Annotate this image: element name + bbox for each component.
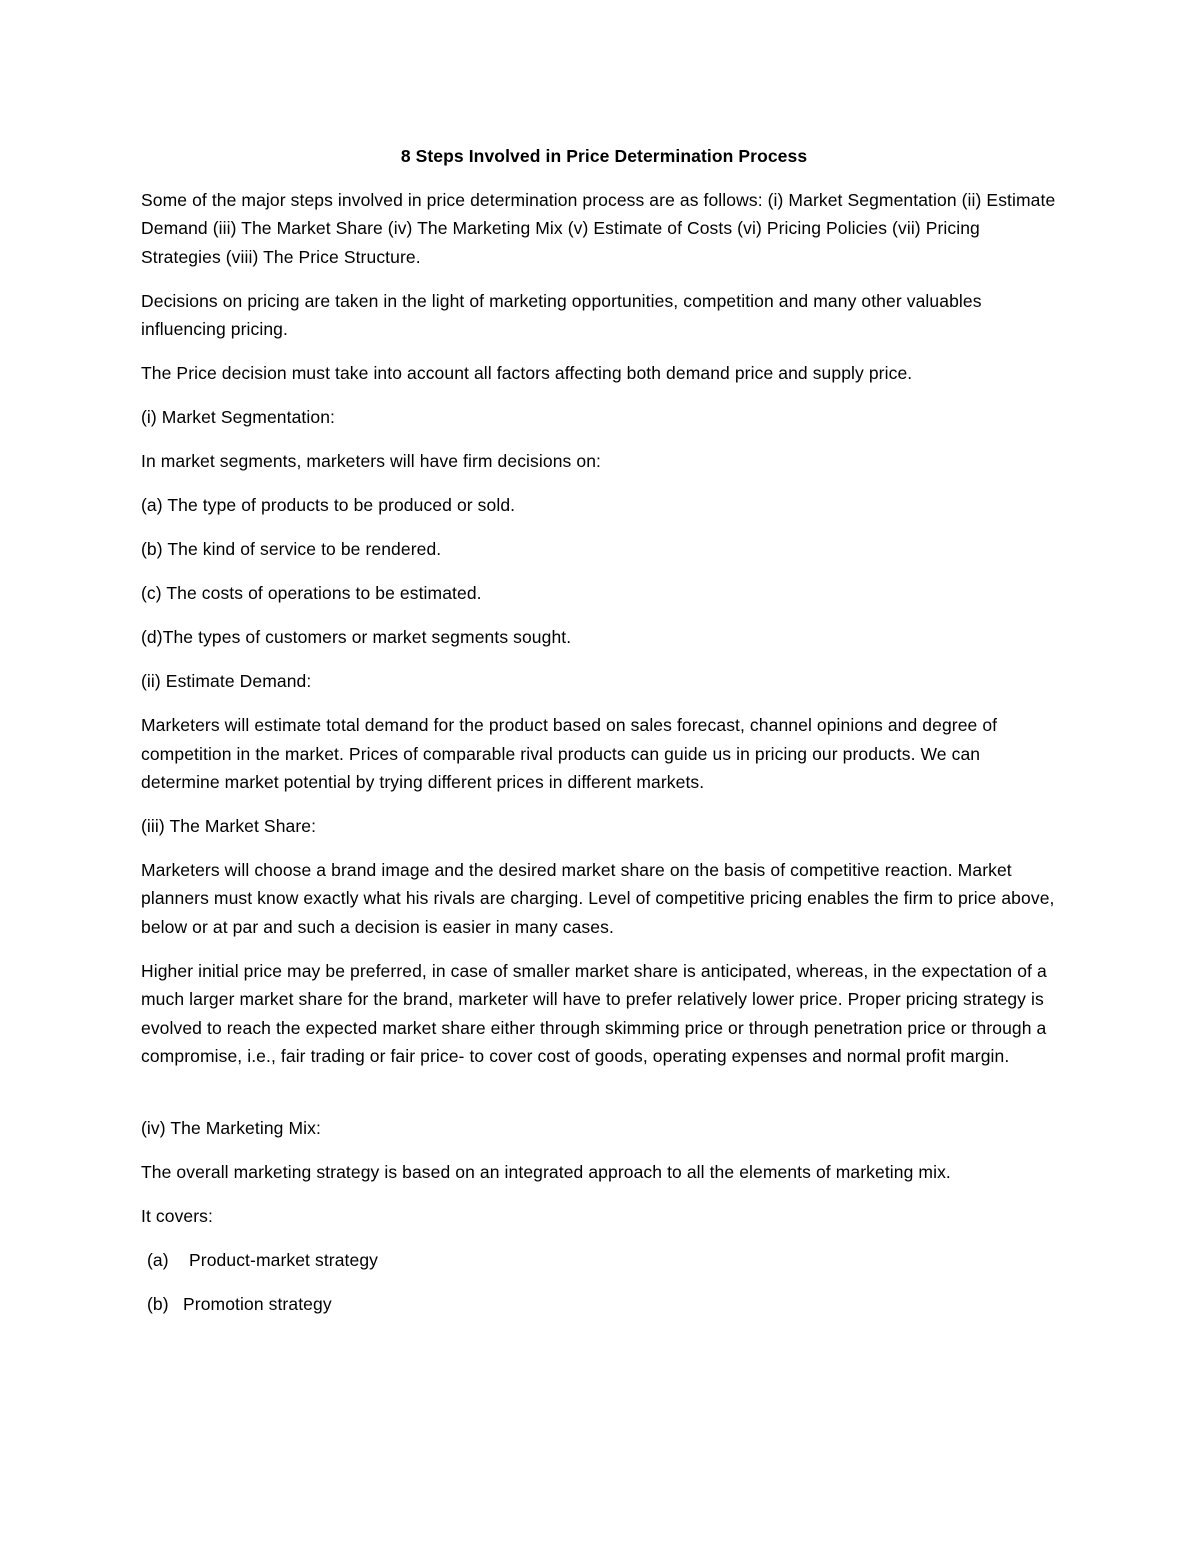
marketing-mix-paragraph: The overall marketing strategy is based on an integrated approach to all the elements of marketing mix. xyxy=(141,1162,951,1183)
list-marker: (a) xyxy=(147,1250,169,1271)
document-body xyxy=(141,142,1061,1334)
mix-list-item-a xyxy=(141,1246,1061,1274)
list-item-text: Promotion strategy xyxy=(183,1294,332,1315)
blank-line xyxy=(141,1086,1061,1114)
segmentation-item-a: (a) The type of products to be produced or sold. xyxy=(141,495,516,516)
market-share-paragraph-2: Higher initial price may be preferred, in case of smaller market share is anticipated, whereas, in the expectation of a much larger market share for the brand, marketer will have to prefer relatively lower price. Proper pricing strategy is evolved to reach the expected market share either through skimming price or through penetration price or through a compromise, i.e., fair trading or fair price- to cover cost of goods, operating expenses and normal profit margin. xyxy=(141,960,1047,1067)
price-decision-paragraph: The Price decision must take into account all factors affecting both demand price and supply price. xyxy=(141,363,913,384)
segmentation-item-d: (d)The types of customers or market segments sought. xyxy=(141,627,572,648)
document-title: 8 Steps Involved in Price Determination Process xyxy=(400,146,808,166)
intro-paragraph: Some of the major steps involved in price determination process are as follows: (i) Market Segmentation (ii) Estimate Demand (iii) The Market Share (iv) The Marketing Mix (v) Estimate of Costs (vi) Pricing Policies (vii) Pricing Strategies (viii) The Price Structure. xyxy=(141,190,1056,267)
estimate-demand-heading: (ii) Estimate Demand: xyxy=(141,671,312,692)
list-item-text: Product-market strategy xyxy=(189,1250,379,1271)
marketing-mix-covers: It covers: xyxy=(141,1206,213,1227)
market-share-paragraph-1: Marketers will choose a brand image and the desired market share on the basis of competitive reaction. Market planners must know exactly what his rivals are charging. Level of competitive pricing enables the firm to price above, below or at par and such a decision is easier in many cases. xyxy=(141,860,1055,937)
estimate-demand-paragraph: Marketers will estimate total demand for the product based on sales forecast, channel opinions and degree of competition in the market. Prices of comparable rival products can guide us in pricing our products. We can determine market potential by trying different prices in different markets. xyxy=(141,715,998,793)
mix-list-item-b xyxy=(141,1290,1061,1318)
segmentation-item-c: (c) The costs of operations to be estimated. xyxy=(141,583,482,604)
market-segmentation-intro: In market segments, marketers will have firm decisions on: xyxy=(141,451,601,472)
market-share-heading: (iii) The Market Share: xyxy=(141,816,317,837)
market-segmentation-heading: (i) Market Segmentation: xyxy=(141,407,336,428)
segmentation-item-b: (b) The kind of service to be rendered. xyxy=(141,539,442,560)
decisions-paragraph: Decisions on pricing are taken in the light of marketing opportunities, competition and many other valuables influencing pricing. xyxy=(141,290,982,340)
list-marker: (b) xyxy=(147,1294,169,1315)
marketing-mix-heading: (iv) The Marketing Mix: xyxy=(141,1118,321,1139)
